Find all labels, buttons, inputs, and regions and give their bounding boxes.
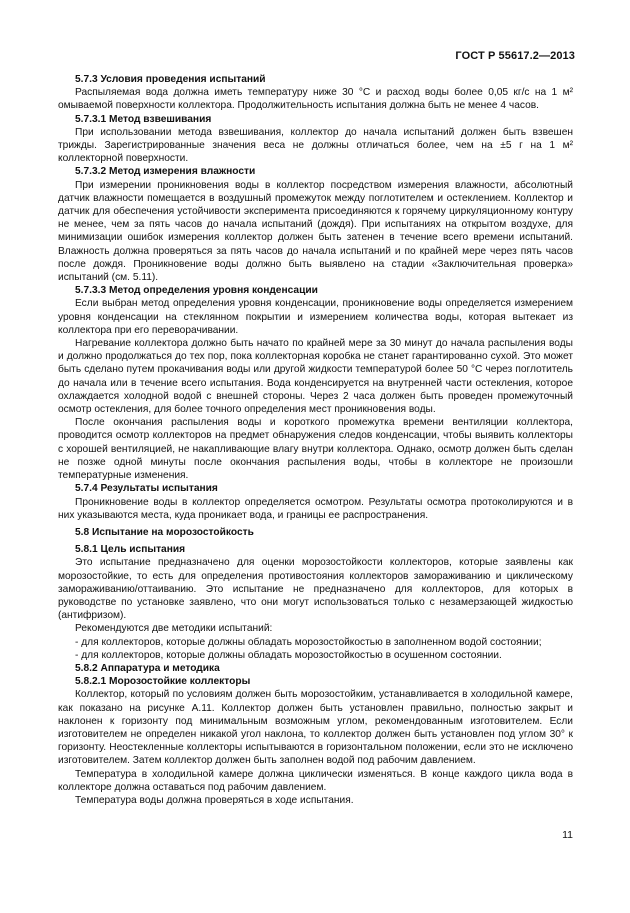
paragraph: При измерении проникновения воды в коллектор посредством измерения влажности, абсолютный датчик влажности помещается в воздушный промежуток между поглотителем и остеклением. Коллектор и датчик для обеспечения устойчивости эксперимента присоединяются к горячему циркуляционному контуру не менее, чем за пять часов до начала испытаний (дождя). При испытаниях на открытом воздухе, для минимизации ошибок измерения коллектор должен быть затенен в течение всего времени испытаний. Влажность должна проверяться за пять часов до начала испытаний и по крайней мере через пять часов после дождя. Проникновение воды должно быть выявлено на стадии «Заключительная проверка» испытаний (см. 5.11). <box>58 179 573 284</box>
section-heading: 5.8.2 Аппаратура и методика <box>75 662 220 674</box>
section-heading: 5.7.3.1 Метод взвешивания <box>75 113 212 125</box>
paragraph: Нагревание коллектора должно быть начато по крайней мере за 30 минут до начала распыления воды и должно продолжаться до тех пор, пока коллекторная коробка не станет гарантированно сухой. Это может быть сделано путем прокачивания воды или другой жидкости температурой более 50 °С через поглотитель до начала или в течение всего испытания. Вода конденсируется на внутренней части остекления, которое охлаждается холодной водой с внешней стороны. Через 2 часа должен быть проведен промежуточный осмотр остекления, для более точного определения мест проникновения воды. <box>58 338 573 416</box>
section-heading: 5.7.3 Условия проведения испытаний <box>75 74 266 85</box>
page-number: 11 <box>562 829 573 841</box>
paragraph: При использовании метода взвешивания, коллектор до начала испытаний должен быть взвешен трижды. Зарегистрированные значения веса не должны отличаться более, чем на ±5 г на 1 м² коллекторной поверхности. <box>58 126 573 165</box>
list-item: - для коллекторов, которые должны обладать морозостойкостью в осушенном состоянии. <box>75 649 502 661</box>
paragraph: Если выбран метод определения уровня конденсации, проникновение воды определяется измерением уровня конденсации на стеклянном покрытии и измерением количества воды, которая вытекает из коллектора при его переворачивании. <box>58 298 573 336</box>
paragraph: После окончания распыления воды и короткого промежутка времени вентиляции коллектора, проводится осмотр коллекторов на предмет обнаружения следов конденсации, чтобы выявить коллекторы с хорошей вентиляцией, не накапливающие влагу внутри коллектора. Однако, осмотр должен быть сделан не позже одной минуты после окончания распыления воды, чтобы в коллекторе не произошли температурные изменения. <box>58 417 573 482</box>
document-body <box>58 73 573 807</box>
section-heading: 5.7.3.3 Метод определения уровня конденсации <box>75 285 318 297</box>
paragraph: Температура в холодильной камере должна циклически изменяться. В конце каждого цикла вода в коллекторе должна оставаться под рабочим давлением. <box>58 768 573 793</box>
paragraph: Это испытание предназначено для оценки морозостойкости коллекторов, которые заявлены как морозостойкие, то есть для определения противостояния коллекторов замораживанию и циклическому замораживанию/оттаиванию. Это испытание не предназначено для коллекторов, для которых в руководстве по установке заявлено, что они могут использоваться только с незамерзающей жидкостью (антифризом). <box>58 557 573 622</box>
section-heading: 5.7.4 Результаты испытания <box>75 483 218 495</box>
list-item: - для коллекторов, которые должны обладать морозостойкостью в заполненном водой состоянии; <box>75 636 542 648</box>
section-heading: 5.7.3.2 Метод измерения влажности <box>75 166 256 178</box>
section-heading: 5.8.2.1 Морозостойкие коллекторы <box>75 676 251 688</box>
paragraph: Распыляемая вода должна иметь температуру ниже 30 °С и расход воды более 0,05 кг/с на 1 м² омываемой поверхности коллектора. Продолжительность испытания должна быть не менее 4 часов. <box>58 87 573 112</box>
paragraph: Температура воды должна проверяться в ходе испытания. <box>75 794 354 806</box>
section-heading: 5.8.1 Цель испытания <box>75 544 186 556</box>
paragraph: Рекомендуются две методики испытаний: <box>75 623 273 635</box>
section-heading: 5.8 Испытание на морозостойкость <box>75 526 254 538</box>
document-id: ГОСТ Р 55617.2—2013 <box>455 50 575 62</box>
paragraph: Коллектор, который по условиям должен быть морозостойким, устанавливается в холодильной камере, как показано на рисунке А.11. Коллектор должен быть установлен правильно, полностью закрыт и наклонен к горизонту под минимальным возможным углом, рекомендованным изготовителем. Если изготовителем не определен никакой угол наклона, то коллектор должен быть установлен под углом 30° к горизонту. Неостекленные коллекторы испытываются в горизонтальном положении, если это не исключено изготовителем. Затем коллектор должен быть заполнен водой под рабочим давлением. <box>58 689 573 767</box>
paragraph: Проникновение воды в коллектор определяется осмотром. Результаты осмотра протоколируются и в них указываются места, куда проникает вода, и границы ее распространения. <box>58 496 573 521</box>
